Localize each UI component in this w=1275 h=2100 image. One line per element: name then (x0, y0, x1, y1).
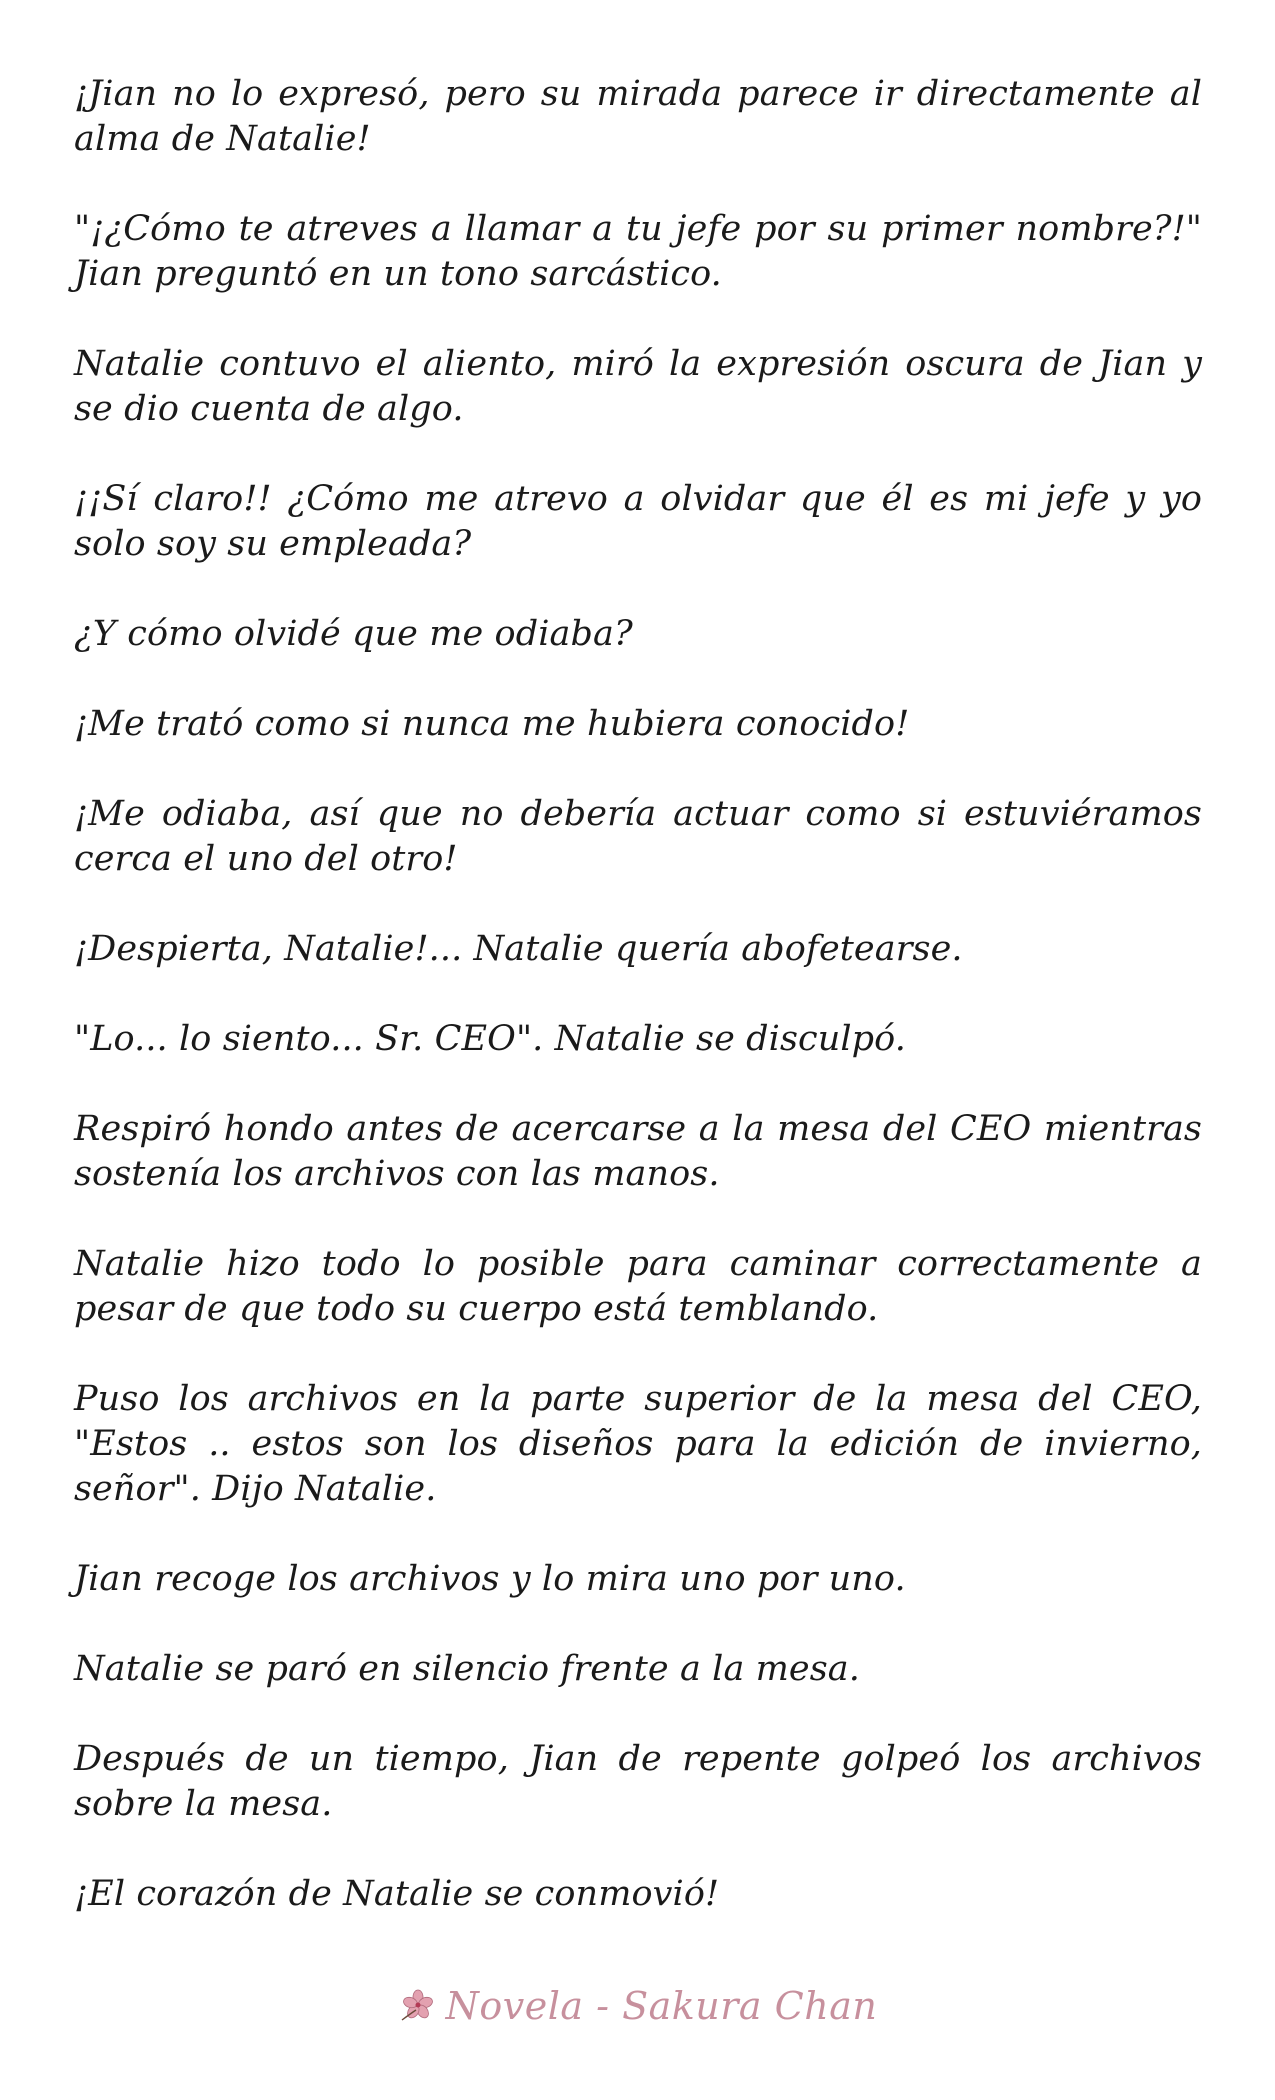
paragraph: ¡El corazón de Natalie se conmovió! (74, 1874, 720, 1914)
paragraph: Natalie contuvo el aliento, miró la expresión oscura de Jian y se dio cuenta de algo. (74, 344, 1202, 429)
paragraph: ¡Jian no lo expresó, pero su mirada parece ir directamente al alma de Natalie! (74, 74, 1202, 159)
paragraph: ¡Me trató como si nunca me hubiera conocido! (74, 704, 910, 744)
paragraph: ¡Despierta, Natalie!... Natalie quería abofetearse. (74, 929, 963, 969)
paragraph: Después de un tiempo, Jian de repente golpeó los archivos sobre la mesa. (74, 1739, 1202, 1824)
paragraph: "Lo... lo siento... Sr. CEO". Natalie se disculpó. (74, 1019, 906, 1059)
watermark (0, 1984, 1275, 2028)
document-body (74, 72, 1202, 1962)
paragraph: ¿Y cómo olvidé que me odiaba? (74, 614, 633, 654)
paragraph: Puso los archivos en la parte superior de la mesa del CEO, "Estos .. estos son los diseños para la edición de invierno, señor". Dijo Natalie. (74, 1379, 1202, 1509)
paragraph: Respiró hondo antes de acercarse a la mesa del CEO mientras sostenía los archivos con las manos. (74, 1109, 1202, 1194)
sakura-flower-icon (398, 1988, 438, 2024)
paragraph: ¡¡Sí claro!! ¿Cómo me atrevo a olvidar que él es mi jefe y yo solo soy su empleada? (74, 479, 1202, 564)
watermark-text: Novela - Sakura Chan (445, 1984, 878, 2028)
paragraph: Natalie se paró en silencio frente a la mesa. (74, 1649, 861, 1689)
paragraph: Jian recoge los archivos y lo mira uno por uno. (74, 1559, 906, 1599)
paragraph: "¡¿Cómo te atreves a llamar a tu jefe por su primer nombre?!" Jian preguntó en un tono sarcástico. (74, 209, 1202, 294)
paragraph: Natalie hizo todo lo posible para caminar correctamente a pesar de que todo su cuerpo está temblando. (74, 1244, 1202, 1329)
paragraph: ¡Me odiaba, así que no debería actuar como si estuviéramos cerca el uno del otro! (74, 794, 1202, 879)
